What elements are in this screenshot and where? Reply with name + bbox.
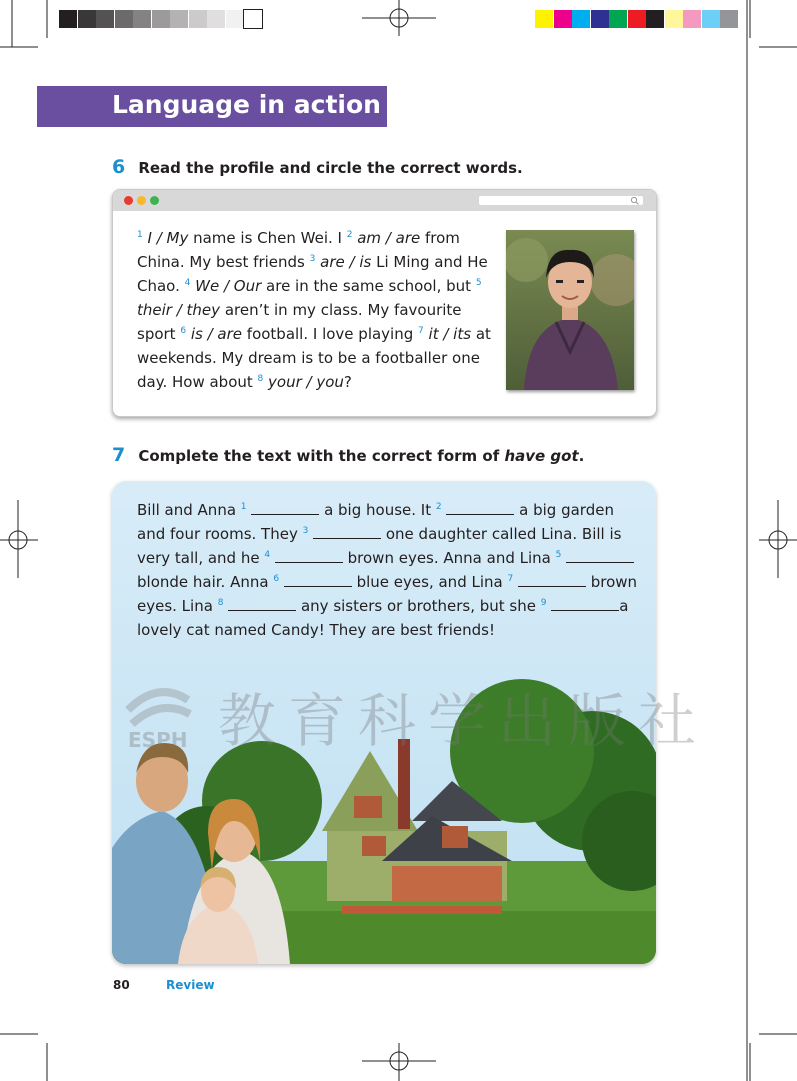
exercise-7-heading [112,444,584,466]
answer-blank[interactable] [284,572,352,587]
exercise-instruction [138,447,584,465]
answer-blank[interactable] [566,548,634,563]
answer-blank[interactable] [275,548,343,563]
gap-sentence: brown eyes. Anna and Lina [342,549,556,567]
gap-number: 8 [217,598,224,608]
gap-number: 5 [555,550,562,560]
close-dot-icon [124,196,133,205]
instruction-end: . [578,447,585,465]
word-choice[interactable]: is / are [186,325,243,343]
publisher-name: 教育科学出版社 [218,687,709,755]
gap-sentence: brown eyes. Lina [137,573,638,615]
word-choice[interactable]: their / they [137,301,221,319]
publisher-watermark [118,670,718,760]
profile-sentence: ? [343,373,352,391]
browser-toolbar [113,190,656,211]
profile-sentence: name is Chen Wei. I [188,229,347,247]
word-choice[interactable]: are / is [315,253,372,271]
item-number: 2 [346,230,353,240]
profile-sentence: from China. My best friends [137,229,460,271]
word-choice[interactable]: We / Our [190,277,262,295]
answer-blank[interactable] [446,500,514,515]
gap-number: 1 [240,502,247,512]
item-number: 8 [257,374,264,384]
minimize-dot-icon [137,196,146,205]
gap-number: 3 [302,526,309,536]
answer-blank[interactable] [251,500,319,515]
exercise-number: 7 [112,444,126,466]
item-number: 3 [309,254,316,264]
item-number: 7 [418,326,424,336]
footer-section-label: Review [166,978,215,992]
gap-sentence: any sisters or brothers, but she [296,597,541,615]
profile-sentence: football. I love playing [242,325,419,343]
page-number: 80 [113,978,130,992]
item-number: 6 [180,326,187,336]
answer-blank[interactable] [228,596,296,611]
gap-sentence: blue eyes, and Lina [351,573,508,591]
gap-number: 6 [273,574,280,584]
profile-sentence: are in the same school, but [261,277,476,295]
profile-sentence: aren’t in my class. My favourite sport [137,301,462,343]
item-number: 5 [475,278,482,288]
word-choice[interactable]: it / its [423,325,472,343]
word-choice[interactable]: am / are [352,229,421,247]
gap-sentence: a big garden and four rooms. They [137,501,614,543]
item-number: 4 [184,278,191,288]
publisher-mark: ESPH [128,728,188,752]
exercise-6-heading [112,156,523,178]
gap-fill-text [137,498,642,642]
word-choice[interactable]: I / My [142,229,189,247]
profile-browser-window [112,189,657,417]
gap-number: 2 [435,502,442,512]
address-bar [479,196,643,205]
answer-blank[interactable] [518,572,586,587]
word-choice[interactable]: your / you [263,373,344,391]
instruction-text: Complete the text with the correct form of [138,447,505,465]
boy-portrait-photo [506,230,634,390]
gap-number: 9 [540,598,547,608]
gap-sentence: one daughter called Lina. Bill is very tall, and he [137,525,622,567]
gap-sentence: blonde hair. Anna [137,573,274,591]
profile-sentence: at weekends. My dream is to be a footballer one day. How about [137,325,491,391]
exercise-instruction: Read the profile and circle the correct words. [138,159,523,177]
profile-sentence: Li Ming and He Chao. [137,253,488,295]
gap-number: 4 [264,550,271,560]
answer-blank[interactable] [313,524,381,539]
search-icon [630,196,639,205]
instruction-emphasis: have got [504,447,579,465]
gap-number: 7 [507,574,514,584]
item-number: 1 [137,230,143,240]
answer-blank[interactable] [551,596,619,611]
gap-sentence: a big house. It [319,501,436,519]
exercise-number: 6 [112,156,126,178]
maximize-dot-icon [150,196,159,205]
gap-sentence: a lovely cat named Candy! They are best friends! [137,597,629,639]
gap-sentence: Bill and Anna [137,501,241,519]
section-title: Language in action [112,90,381,119]
profile-text [137,226,497,394]
